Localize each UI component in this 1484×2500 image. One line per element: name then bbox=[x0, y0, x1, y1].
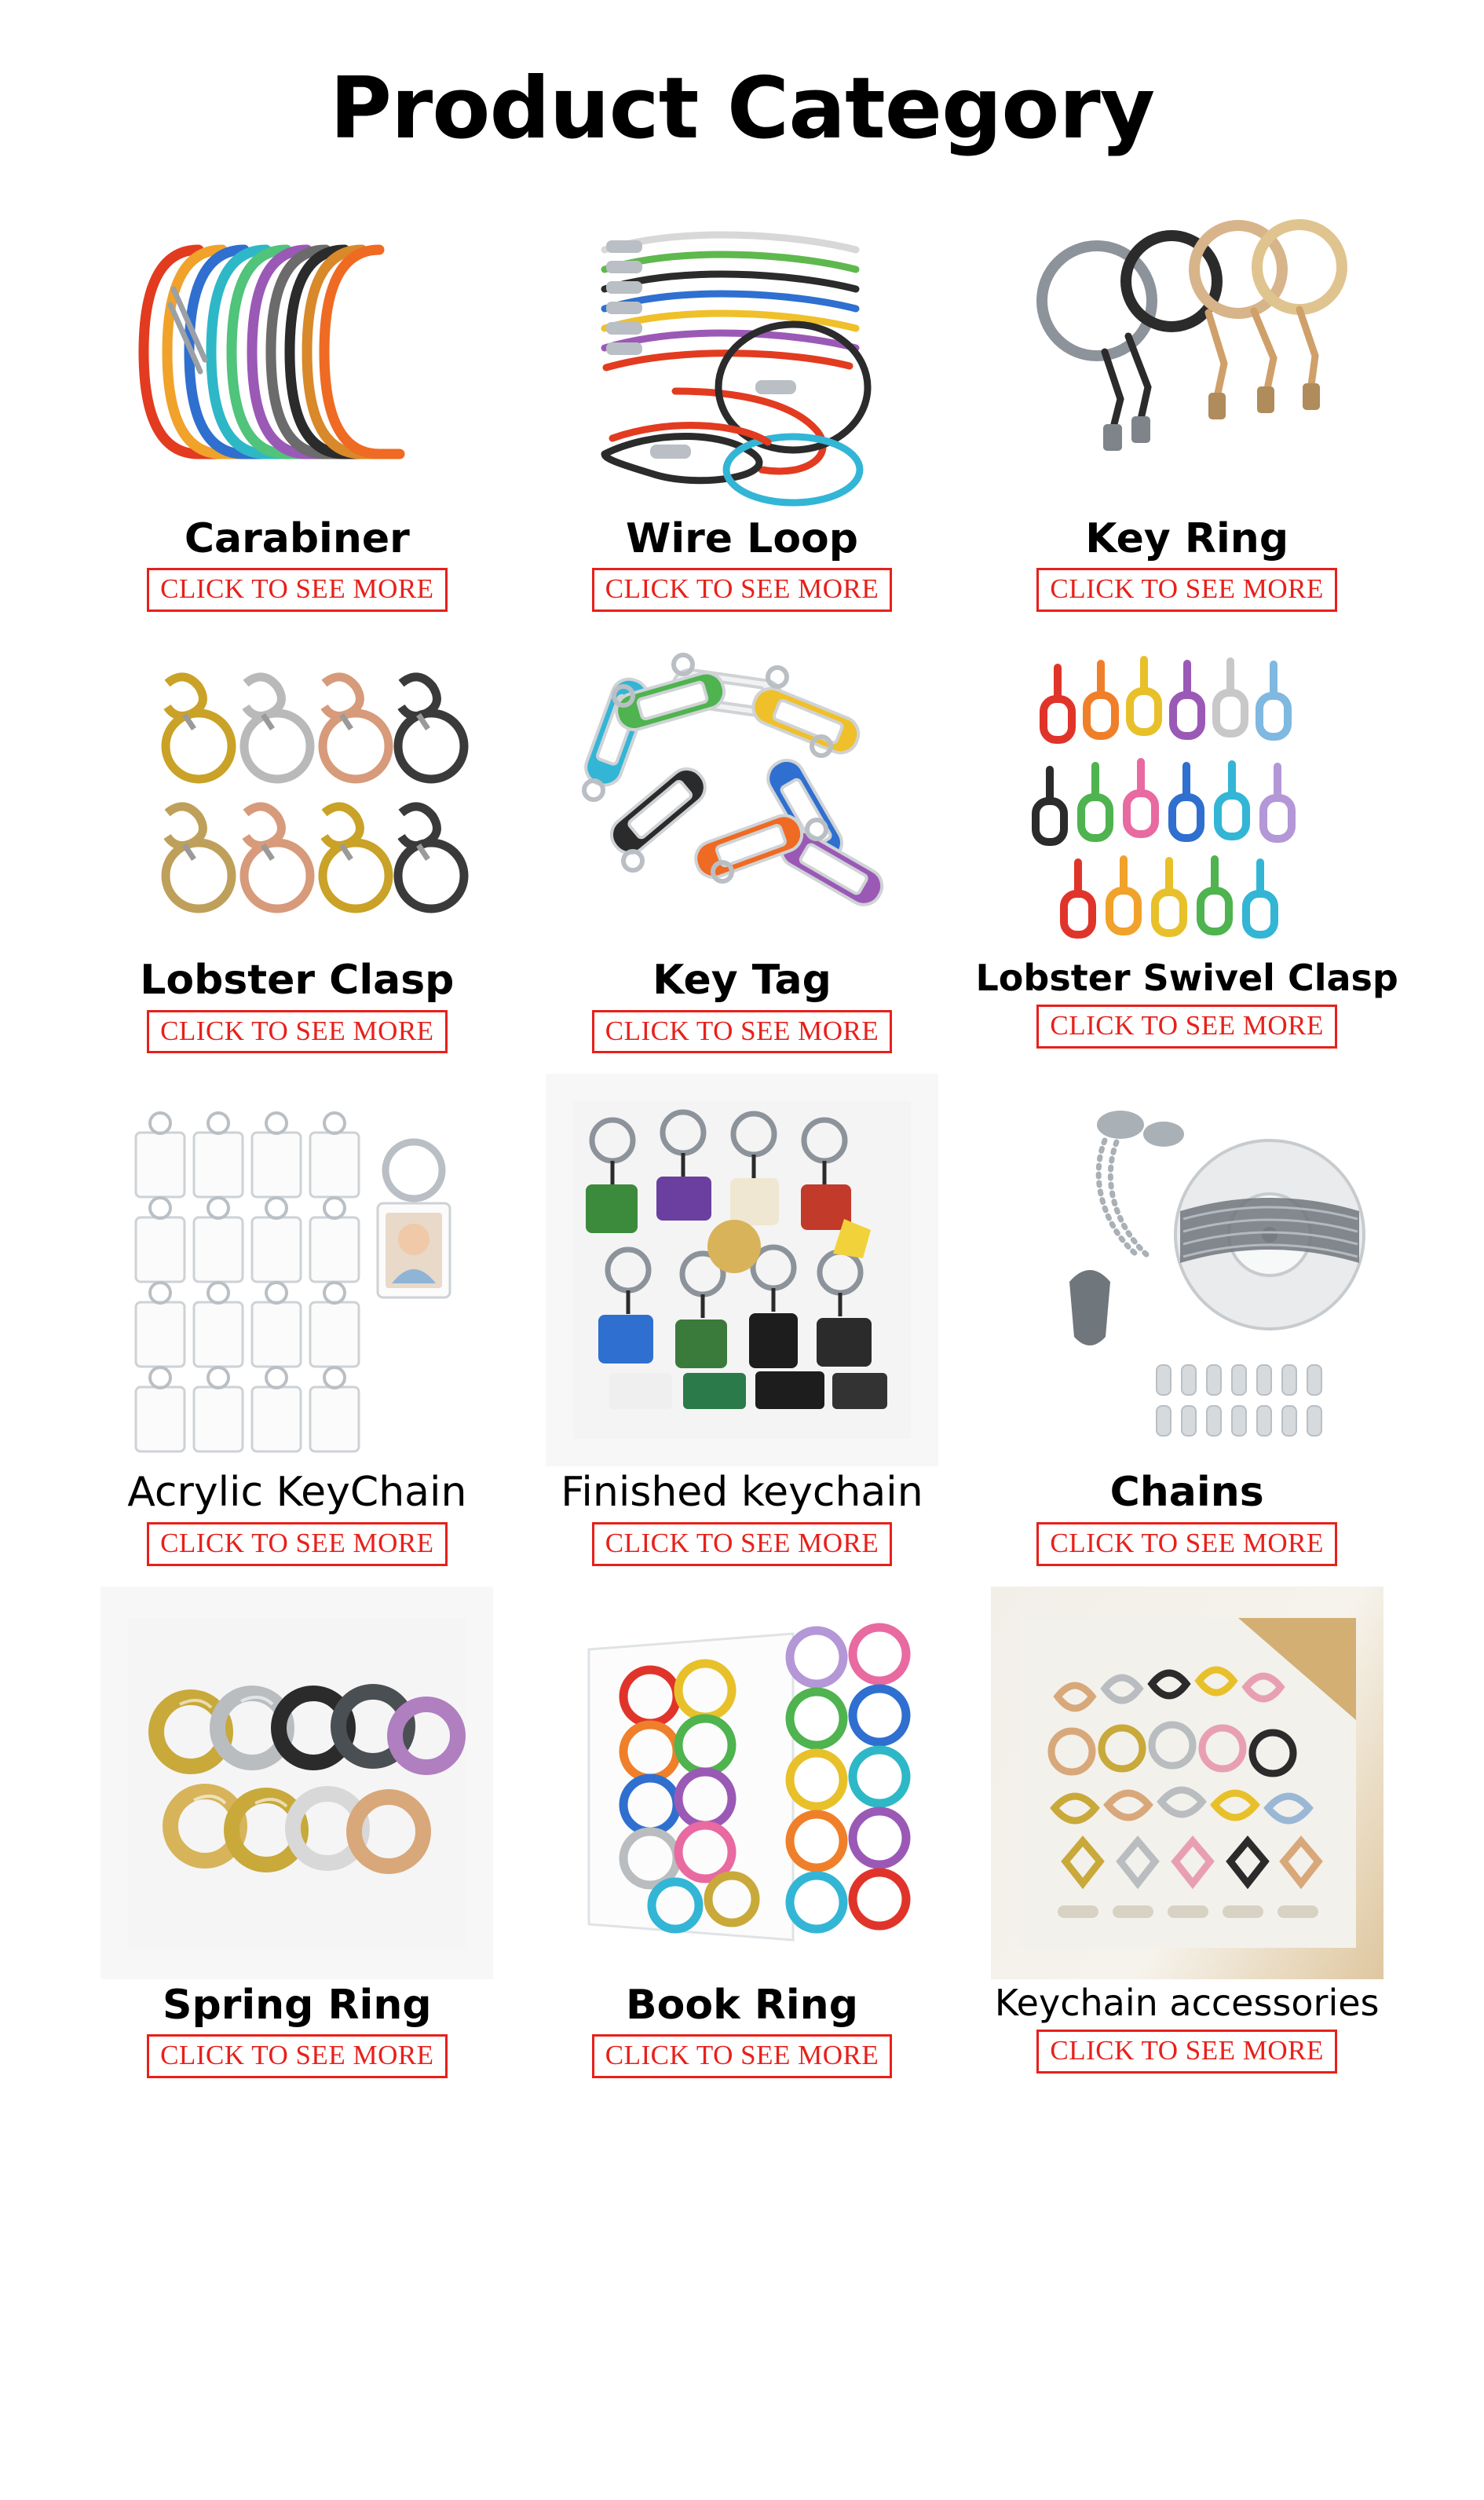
click-to-see-more-button[interactable]: CLICK TO SEE MORE bbox=[147, 1522, 448, 1566]
category-label: Wire Loop bbox=[625, 514, 858, 562]
click-to-see-more-button[interactable]: CLICK TO SEE MORE bbox=[147, 2034, 448, 2078]
acrylic-keychain-photo bbox=[101, 1074, 493, 1466]
category-label: Spring Ring bbox=[163, 1981, 432, 2029]
category-card-key-ring[interactable] bbox=[964, 188, 1409, 629]
category-card-lobster-clasp[interactable] bbox=[75, 629, 520, 1071]
category-card-key-tag[interactable] bbox=[520, 629, 965, 1071]
click-to-see-more-button[interactable]: CLICK TO SEE MORE bbox=[1036, 1005, 1337, 1049]
category-label: Key Tag bbox=[652, 957, 832, 1005]
category-label: Finished keychain bbox=[561, 1469, 923, 1517]
page-title: Product Category bbox=[329, 60, 1155, 158]
category-label: Acrylic KeyChain bbox=[127, 1469, 467, 1517]
chains-photo bbox=[991, 1074, 1383, 1466]
spring-ring-photo bbox=[101, 1587, 493, 1979]
finished-keychain-photo bbox=[546, 1074, 938, 1466]
key-tag-photo bbox=[546, 632, 938, 954]
lobster-clasp-photo bbox=[101, 632, 493, 954]
category-card-keychain-accessories[interactable] bbox=[964, 1583, 1409, 2096]
carabiner-photo bbox=[101, 191, 493, 513]
click-to-see-more-button[interactable]: CLICK TO SEE MORE bbox=[1036, 1522, 1337, 1566]
category-label: Book Ring bbox=[626, 1981, 858, 2029]
category-label: Lobster Swivel Clasp bbox=[975, 957, 1398, 1000]
click-to-see-more-button[interactable]: CLICK TO SEE MORE bbox=[1036, 2030, 1337, 2074]
click-to-see-more-button[interactable]: CLICK TO SEE MORE bbox=[592, 1010, 893, 1054]
category-card-lobster-swivel-clasp[interactable] bbox=[964, 629, 1409, 1071]
key-ring-photo bbox=[991, 191, 1383, 513]
click-to-see-more-button[interactable]: CLICK TO SEE MORE bbox=[592, 568, 893, 612]
category-label: Key Ring bbox=[1085, 514, 1289, 562]
book-ring-photo bbox=[546, 1587, 938, 1979]
click-to-see-more-button[interactable]: CLICK TO SEE MORE bbox=[1036, 568, 1337, 612]
keychain-accessories-photo bbox=[991, 1587, 1383, 1979]
category-label: Lobster Clasp bbox=[140, 957, 455, 1005]
click-to-see-more-button[interactable]: CLICK TO SEE MORE bbox=[147, 1010, 448, 1054]
category-card-acrylic-keychain[interactable] bbox=[75, 1071, 520, 1583]
category-card-chains[interactable] bbox=[964, 1071, 1409, 1583]
click-to-see-more-button[interactable]: CLICK TO SEE MORE bbox=[592, 1522, 893, 1566]
category-label: Carabiner bbox=[184, 514, 410, 562]
wire-loop-photo bbox=[546, 191, 938, 513]
click-to-see-more-button[interactable]: CLICK TO SEE MORE bbox=[592, 2034, 893, 2078]
lobster-swivel-photo bbox=[991, 632, 1383, 954]
category-card-finished-keychain[interactable] bbox=[520, 1071, 965, 1583]
category-card-wire-loop[interactable] bbox=[520, 188, 965, 629]
category-card-carabiner[interactable] bbox=[75, 188, 520, 629]
category-label: Chains bbox=[1109, 1469, 1264, 1517]
category-grid bbox=[0, 188, 1484, 2096]
category-card-book-ring[interactable] bbox=[520, 1583, 965, 2096]
click-to-see-more-button[interactable]: CLICK TO SEE MORE bbox=[147, 568, 448, 612]
category-label: Keychain accessories bbox=[994, 1981, 1380, 2024]
category-card-spring-ring[interactable] bbox=[75, 1583, 520, 2096]
product-category-page bbox=[0, 60, 1484, 2500]
